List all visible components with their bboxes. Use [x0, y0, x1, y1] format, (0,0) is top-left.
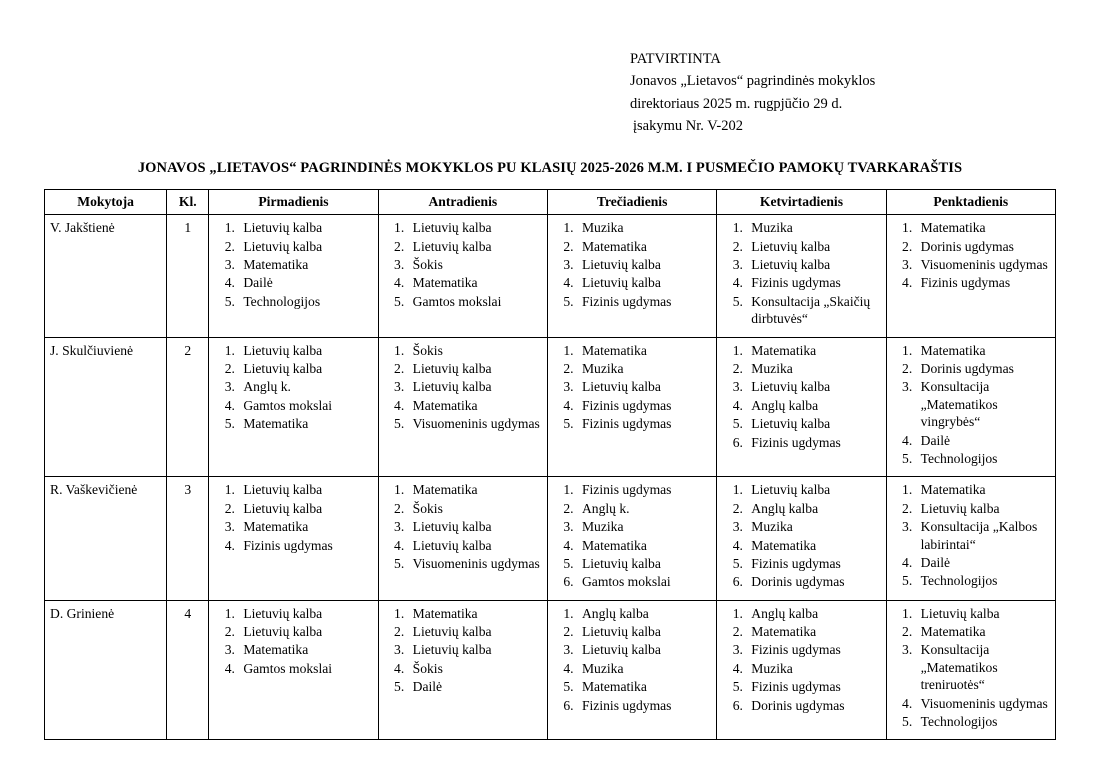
lesson-item: 4. Matematika	[408, 397, 542, 414]
lesson-item: 2. Matematika	[577, 238, 711, 255]
lesson-item: 5. Matematika	[238, 415, 372, 432]
lesson-list	[214, 219, 372, 310]
cell-wednesday	[547, 600, 716, 740]
lesson-item: 4. Muzika	[577, 660, 711, 677]
schedule-table	[44, 189, 1056, 741]
table-header-row	[45, 189, 1056, 214]
lesson-item: 3. Anglų k.	[238, 378, 372, 395]
lesson-item: 3. Lietuvių kalba	[577, 256, 711, 273]
lesson-list	[384, 605, 542, 696]
header-class: Kl.	[167, 189, 209, 214]
cell-friday	[886, 477, 1055, 600]
lesson-item: 3. Visuomeninis ugdymas	[916, 256, 1050, 273]
approval-line-1: PATVIRTINTA	[630, 51, 721, 67]
lesson-item: 5. Technologijos	[916, 572, 1050, 589]
lesson-item: 1. Lietuvių kalba	[916, 605, 1050, 622]
cell-thursday	[717, 600, 886, 740]
lesson-item: 3. Lietuvių kalba	[408, 518, 542, 535]
lesson-item: 4. Matematika	[746, 537, 880, 554]
lesson-item: 4. Dailė	[238, 274, 372, 291]
lesson-list	[214, 342, 372, 433]
lesson-list	[384, 342, 542, 433]
cell-class: 4	[167, 600, 209, 740]
lesson-item: 1. Lietuvių kalba	[238, 605, 372, 622]
lesson-item: 2. Lietuvių kalba	[238, 623, 372, 640]
lesson-item: 1. Šokis	[408, 342, 542, 359]
lesson-item: 2. Matematika	[746, 623, 880, 640]
lesson-list	[892, 605, 1050, 731]
lesson-list	[384, 481, 542, 572]
cell-monday	[209, 337, 378, 477]
lesson-item: 5. Fizinis ugdymas	[577, 293, 711, 310]
lesson-item: 3. Muzika	[577, 518, 711, 535]
header-thursday: Ketvirtadienis	[717, 189, 886, 214]
lesson-item: 1. Matematika	[746, 342, 880, 359]
cell-thursday	[717, 215, 886, 337]
lesson-item: 1. Muzika	[577, 219, 711, 236]
lesson-item: 1. Matematika	[916, 219, 1050, 236]
lesson-item: 4. Fizinis ugdymas	[238, 537, 372, 554]
lesson-item: 2. Lietuvių kalba	[916, 500, 1050, 517]
lesson-item: 2. Anglų k.	[577, 500, 711, 517]
lesson-item: 5. Visuomeninis ugdymas	[408, 555, 542, 572]
lesson-list	[553, 342, 711, 433]
lesson-item: 4. Lietuvių kalba	[408, 537, 542, 554]
lesson-item: 4. Gamtos mokslai	[238, 397, 372, 414]
cell-friday	[886, 337, 1055, 477]
lesson-item: 3. Šokis	[408, 256, 542, 273]
lesson-item: 1. Lietuvių kalba	[408, 219, 542, 236]
lesson-item: 4. Matematika	[408, 274, 542, 291]
header-friday: Penktadienis	[886, 189, 1055, 214]
header-teacher: Mokytoja	[45, 189, 167, 214]
lesson-item: 3. Fizinis ugdymas	[746, 641, 880, 658]
lesson-item: 5. Fizinis ugdymas	[746, 678, 880, 695]
lesson-item: 4. Fizinis ugdymas	[916, 274, 1050, 291]
cell-tuesday	[378, 600, 547, 740]
lesson-item: 1. Lietuvių kalba	[746, 481, 880, 498]
lesson-item: 5. Konsultacija „Skaičių dirbtuvės“	[746, 293, 880, 328]
lesson-item: 3. Matematika	[238, 518, 372, 535]
cell-class: 3	[167, 477, 209, 600]
cell-friday	[886, 600, 1055, 740]
lesson-item: 1. Lietuvių kalba	[238, 342, 372, 359]
lesson-item: 6. Fizinis ugdymas	[577, 697, 711, 714]
lesson-item: 3. Matematika	[238, 641, 372, 658]
lesson-item: 2. Lietuvių kalba	[577, 623, 711, 640]
lesson-list	[892, 481, 1050, 589]
lesson-item: 5. Technologijos	[916, 713, 1050, 730]
lesson-list	[214, 605, 372, 678]
lesson-list	[892, 342, 1050, 468]
lesson-list	[722, 605, 880, 714]
lesson-item: 1. Anglų kalba	[577, 605, 711, 622]
lesson-list	[722, 342, 880, 451]
lesson-item: 5. Lietuvių kalba	[746, 415, 880, 432]
lesson-item: 2. Lietuvių kalba	[408, 238, 542, 255]
lesson-item: 3. Lietuvių kalba	[746, 256, 880, 273]
lesson-item: 1. Muzika	[746, 219, 880, 236]
lesson-item: 4. Gamtos mokslai	[238, 660, 372, 677]
lesson-item: 4. Dailė	[916, 432, 1050, 449]
header-tuesday: Antradienis	[378, 189, 547, 214]
lesson-item: 1. Matematika	[577, 342, 711, 359]
cell-teacher: D. Grinienė	[45, 600, 167, 740]
lesson-list	[722, 481, 880, 590]
lesson-item: 1. Matematika	[916, 481, 1050, 498]
lesson-item: 1. Matematika	[408, 605, 542, 622]
lesson-item: 3. Muzika	[746, 518, 880, 535]
cell-thursday	[717, 477, 886, 600]
lesson-item: 5. Fizinis ugdymas	[577, 415, 711, 432]
cell-monday	[209, 477, 378, 600]
lesson-item: 2. Dorinis ugdymas	[916, 238, 1050, 255]
lesson-item: 4. Fizinis ugdymas	[746, 274, 880, 291]
lesson-item: 5. Technologijos	[916, 450, 1050, 467]
lesson-item: 2. Dorinis ugdymas	[916, 360, 1050, 377]
lesson-item: 2. Lietuvių kalba	[746, 238, 880, 255]
lesson-item: 5. Gamtos mokslai	[408, 293, 542, 310]
lesson-item: 2. Šokis	[408, 500, 542, 517]
table-row	[45, 477, 1056, 600]
lesson-item: 6. Dorinis ugdymas	[746, 697, 880, 714]
schedule-body	[45, 215, 1056, 740]
lesson-item: 2. Muzika	[577, 360, 711, 377]
page-title: JONAVOS „LIETAVOS“ PAGRINDINĖS MOKYKLOS PU KLASIŲ 2025-2026 M.M. I PUSMEČIO PAMOKŲ TVARKARAŠTIS	[137, 159, 963, 176]
lesson-item: 4. Dailė	[916, 554, 1050, 571]
lesson-item: 3. Matematika	[238, 256, 372, 273]
cell-friday	[886, 215, 1055, 337]
cell-class: 1	[167, 215, 209, 337]
cell-thursday	[717, 337, 886, 477]
cell-monday	[209, 215, 378, 337]
lesson-item: 3. Lietuvių kalba	[408, 378, 542, 395]
lesson-item: 6. Gamtos mokslai	[577, 573, 711, 590]
cell-teacher: V. Jakštienė	[45, 215, 167, 337]
lesson-item: 6. Dorinis ugdymas	[746, 573, 880, 590]
lesson-item: 3. Konsultacija „Kalbos labirintai“	[916, 518, 1050, 553]
lesson-item: 2. Matematika	[916, 623, 1050, 640]
cell-wednesday	[547, 477, 716, 600]
lesson-item: 3. Lietuvių kalba	[577, 641, 711, 658]
table-row	[45, 600, 1056, 740]
lesson-list	[553, 219, 711, 310]
lesson-item: 1. Fizinis ugdymas	[577, 481, 711, 498]
header-monday: Pirmadienis	[209, 189, 378, 214]
lesson-item: 5. Lietuvių kalba	[577, 555, 711, 572]
lesson-item: 3. Lietuvių kalba	[408, 641, 542, 658]
header-wednesday: Trečiadienis	[547, 189, 716, 214]
lesson-item: 2. Lietuvių kalba	[238, 238, 372, 255]
lesson-item: 5. Dailė	[408, 678, 542, 695]
lesson-list	[553, 481, 711, 590]
cell-monday	[209, 600, 378, 740]
lesson-item: 2. Anglų kalba	[746, 500, 880, 517]
lesson-item: 2. Lietuvių kalba	[408, 623, 542, 640]
lesson-list	[722, 219, 880, 327]
approval-line-3: direktoriaus 2025 m. rugpjūčio 29 d.	[630, 95, 843, 112]
lesson-item: 2. Muzika	[746, 360, 880, 377]
lesson-item: 4. Matematika	[577, 537, 711, 554]
table-row	[45, 337, 1056, 477]
lesson-item: 1. Matematika	[408, 481, 542, 498]
lesson-item: 3. Lietuvių kalba	[577, 378, 711, 395]
lesson-item: 1. Lietuvių kalba	[238, 219, 372, 236]
approval-line-4: įsakymu Nr. V-202	[633, 118, 743, 135]
lesson-item: 2. Lietuvių kalba	[408, 360, 542, 377]
lesson-item: 1. Anglų kalba	[746, 605, 880, 622]
lesson-item: 5. Fizinis ugdymas	[746, 555, 880, 572]
lesson-item: 6. Fizinis ugdymas	[746, 434, 880, 451]
lesson-item: 1. Lietuvių kalba	[238, 481, 372, 498]
lesson-list	[892, 219, 1050, 292]
lesson-item: 4. Visuomeninis ugdymas	[916, 695, 1050, 712]
cell-tuesday	[378, 215, 547, 337]
cell-class: 2	[167, 337, 209, 477]
lesson-item: 2. Lietuvių kalba	[238, 500, 372, 517]
lesson-item: 4. Lietuvių kalba	[577, 274, 711, 291]
cell-wednesday	[547, 337, 716, 477]
table-row	[45, 215, 1056, 337]
lesson-item: 4. Šokis	[408, 660, 542, 677]
lesson-item: 5. Visuomeninis ugdymas	[408, 415, 542, 432]
lesson-item: 3. Konsultacija „Matematikos treniruotės“	[916, 641, 1050, 693]
lesson-item: 3. Konsultacija „Matematikos vingrybės“	[916, 378, 1050, 430]
cell-wednesday	[547, 215, 716, 337]
lesson-list	[384, 219, 542, 310]
lesson-list	[553, 605, 711, 714]
cell-teacher: J. Skulčiuvienė	[45, 337, 167, 477]
cell-tuesday	[378, 337, 547, 477]
approval-line-2: Jonavos „Lietavos“ pagrindinės mokyklos	[630, 73, 876, 90]
lesson-item: 4. Muzika	[746, 660, 880, 677]
lesson-list	[214, 481, 372, 554]
cell-tuesday	[378, 477, 547, 600]
lesson-item: 4. Fizinis ugdymas	[577, 397, 711, 414]
lesson-item: 2. Lietuvių kalba	[238, 360, 372, 377]
lesson-item: 5. Matematika	[577, 678, 711, 695]
cell-teacher: R. Vaškevičienė	[45, 477, 167, 600]
lesson-item: 5. Technologijos	[238, 293, 372, 310]
lesson-item: 4. Anglų kalba	[746, 397, 880, 414]
approval-block	[630, 48, 1070, 138]
lesson-item: 3. Lietuvių kalba	[746, 378, 880, 395]
lesson-item: 1. Matematika	[916, 342, 1050, 359]
